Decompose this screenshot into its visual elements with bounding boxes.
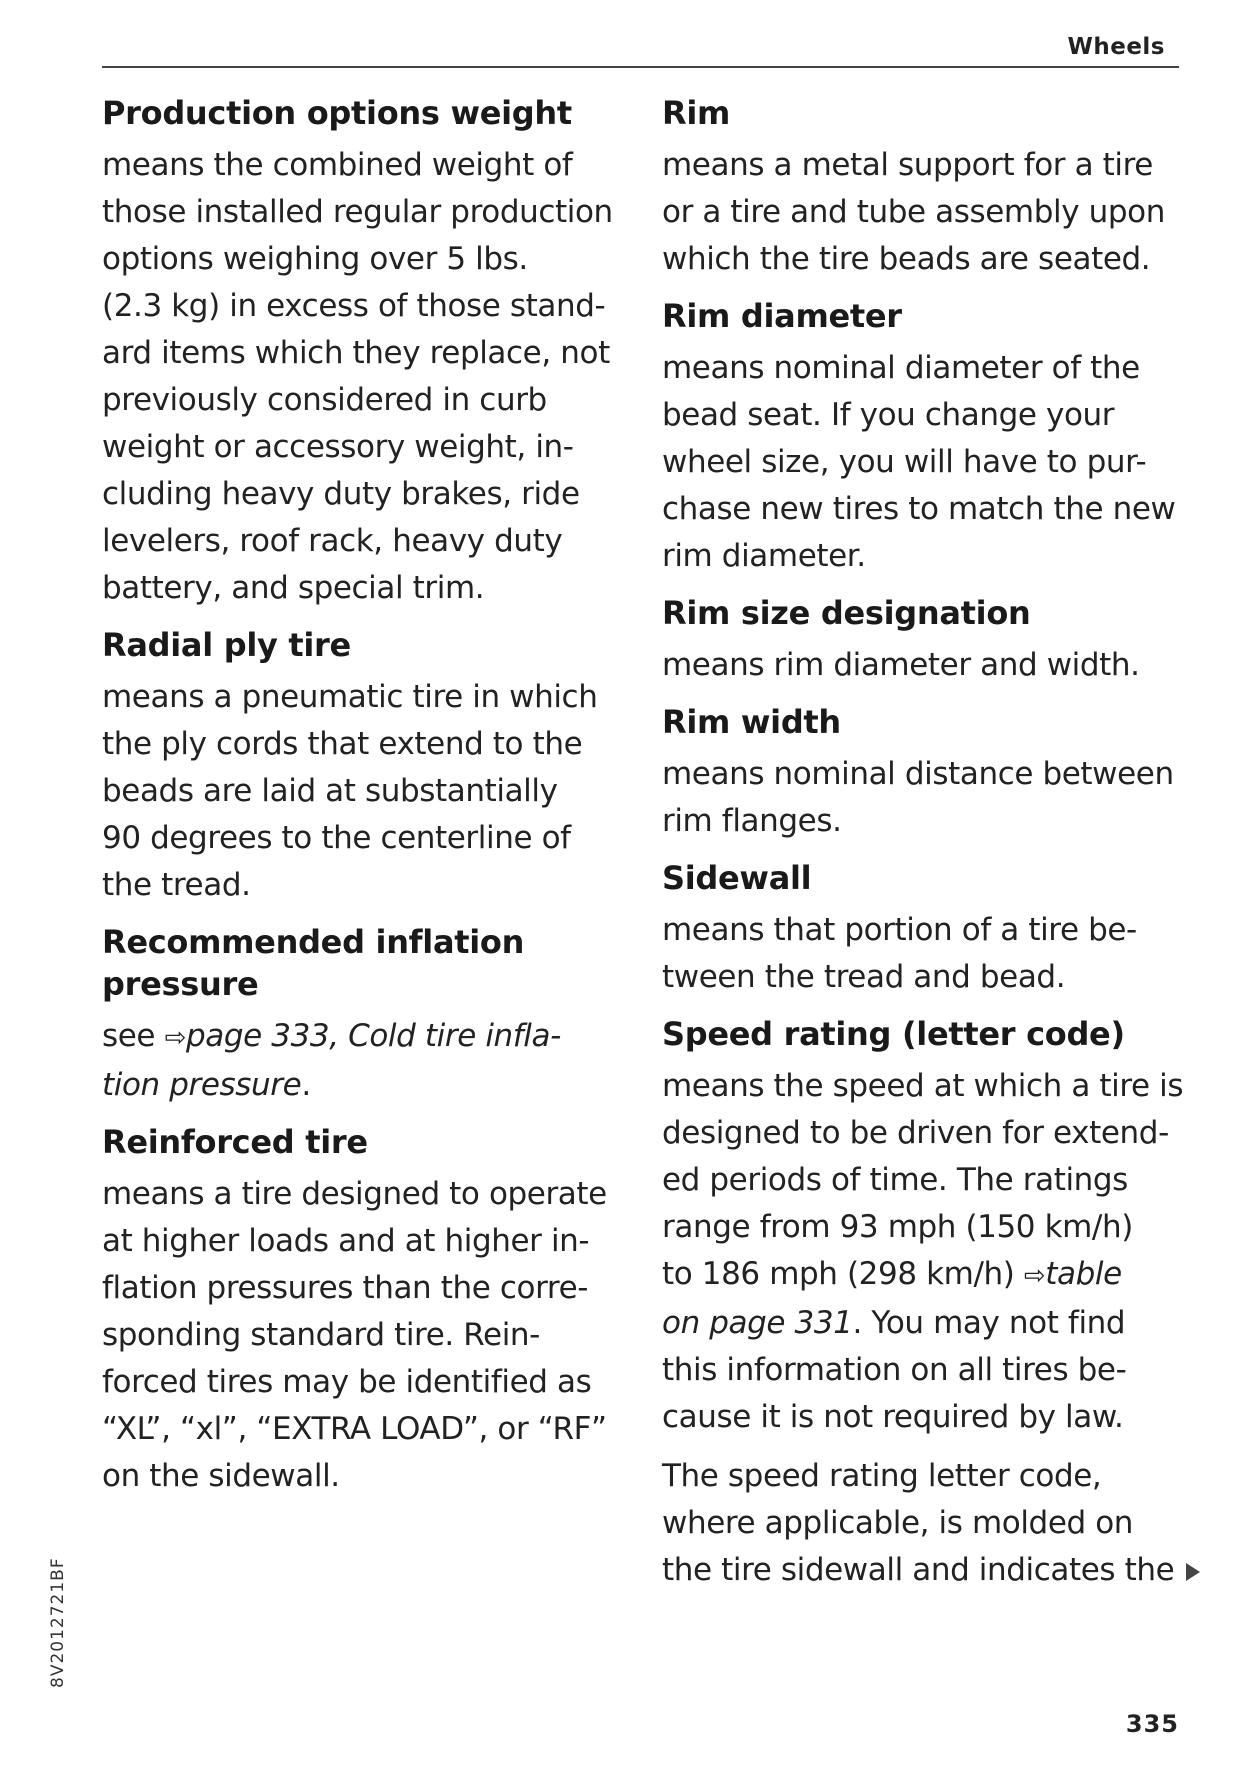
- term-heading: Radial ply tire: [102, 626, 351, 664]
- term-heading: Reinforced tire: [102, 1123, 368, 1161]
- definition-line: cluding heavy duty brakes, ride: [102, 476, 580, 512]
- term-heading: Speed rating (letter code): [662, 1015, 1125, 1053]
- term-heading: Rim: [662, 94, 731, 132]
- definition-line: wheel size, you will have to pur-: [662, 444, 1147, 480]
- section-title: Wheels: [1067, 34, 1165, 60]
- definition-line: means the speed at which a tire is: [662, 1068, 1184, 1104]
- entry-speed-rating-note: [662, 1453, 1192, 1594]
- definition-line: means nominal diameter of the: [662, 350, 1140, 386]
- entry-rim-width: [662, 701, 1192, 845]
- cross-reference-link[interactable]: tion pressure: [102, 1067, 302, 1103]
- term-definition: [662, 1063, 1192, 1441]
- left-column: [102, 92, 642, 1512]
- definition-line: means a tire designed to operate: [102, 1176, 607, 1212]
- entry-speed-rating: [662, 1013, 1192, 1441]
- definition-line: tween the tread and bead.: [662, 959, 1066, 995]
- term-heading: Rim width: [662, 703, 841, 741]
- term-definition: [102, 674, 642, 909]
- paragraph-line-text: the tire sidewall and indicates the: [662, 1552, 1175, 1588]
- paragraph-line: The speed rating letter code,: [662, 1458, 1102, 1494]
- definition-line: [102, 1013, 642, 1062]
- definition-line: means rim diameter and width.: [662, 647, 1140, 683]
- definition-line: range from 93 mph (150 km/h): [662, 1209, 1133, 1245]
- definition-line: ed periods of time. The ratings: [662, 1162, 1128, 1198]
- term-heading-line: pressure: [102, 965, 259, 1003]
- term-heading: Rim diameter: [662, 297, 902, 335]
- entry-recommended-inflation-pressure: [102, 921, 642, 1109]
- right-column: [662, 92, 1192, 1606]
- cross-reference-arrow-icon: ⇨: [1023, 1261, 1046, 1291]
- definition-line: means nominal distance between: [662, 756, 1174, 792]
- definition-line: [662, 1251, 1192, 1300]
- definition-line: designed to be driven for extend-: [662, 1115, 1169, 1151]
- definition-line: forced tires may be identified as: [102, 1364, 592, 1400]
- definition-line: cause it is not required by law.: [662, 1399, 1124, 1435]
- definition-line: chase new tires to match the new: [662, 491, 1176, 527]
- entry-production-options-weight: [102, 92, 642, 612]
- term-definition: [102, 142, 642, 612]
- definition-line: bead seat. If you change your: [662, 397, 1115, 433]
- term-heading: [102, 921, 642, 1005]
- definition-line: means the combined weight of: [102, 147, 573, 183]
- see-prefix: see: [102, 1018, 156, 1054]
- definition-line: means a metal support for a tire: [662, 147, 1153, 183]
- definition-line: previously considered in curb: [102, 382, 547, 418]
- term-definition: [662, 907, 1192, 1001]
- definition-line: ard items which they replace, not: [102, 335, 610, 371]
- paragraph-line: [662, 1547, 1192, 1594]
- definition-line: which the tire beads are seated.: [662, 241, 1151, 277]
- definition-line: rim diameter.: [662, 538, 866, 574]
- definition-line: the tread.: [102, 867, 251, 903]
- definition-line: [662, 1300, 1192, 1347]
- cross-reference-arrow-icon: ⇨: [164, 1023, 186, 1053]
- definition-line: those installed regular production: [102, 194, 613, 230]
- definition-line: rim flanges.: [662, 803, 842, 839]
- definition-line: battery, and special trim.: [102, 570, 485, 606]
- definition-line: [102, 1062, 642, 1109]
- header-divider: [102, 66, 1179, 68]
- cross-reference-link[interactable]: table: [1045, 1256, 1122, 1292]
- definition-line: 90 degrees to the centerline of: [102, 820, 571, 856]
- definition-line: means a pneumatic tire in which: [102, 679, 598, 715]
- term-heading: Production options weight: [102, 94, 572, 132]
- continued-arrow-icon: [1186, 1563, 1200, 1581]
- definition-text: . You may not find: [852, 1305, 1126, 1341]
- cross-reference-link[interactable]: on page 331: [662, 1305, 853, 1341]
- definition-line: beads are laid at substantially: [102, 773, 558, 809]
- entry-rim-size-designation: [662, 592, 1192, 689]
- definition-line: “XL”, “xl”, “EXTRA LOAD”, or “RF”: [102, 1411, 607, 1447]
- entry-rim: [662, 92, 1192, 283]
- definition-line: flation pressures than the corre-: [102, 1270, 589, 1306]
- definition-line: the ply cords that extend to the: [102, 726, 583, 762]
- term-definition: [662, 142, 1192, 283]
- period: .: [301, 1067, 311, 1103]
- document-code: 8V2012721BF: [48, 1557, 68, 1688]
- term-heading-line: Recommended inflation: [102, 923, 525, 961]
- definition-line: (2.3 kg) in excess of those stand-: [102, 288, 606, 324]
- term-heading: Rim size designation: [662, 594, 1031, 632]
- speed-range-text: to 186 mph (298 km/h): [662, 1256, 1015, 1292]
- entry-radial-ply-tire: [102, 624, 642, 909]
- term-definition: [662, 751, 1192, 845]
- definition-line: weight or accessory weight, in-: [102, 429, 574, 465]
- entry-rim-diameter: [662, 295, 1192, 580]
- definition-line: means that portion of a tire be-: [662, 912, 1137, 948]
- entry-reinforced-tire: [102, 1121, 642, 1500]
- term-definition: [662, 642, 1192, 689]
- term-definition: [102, 1171, 642, 1500]
- paragraph-line: where applicable, is molded on: [662, 1505, 1134, 1541]
- definition-line: at higher loads and at higher in-: [102, 1223, 590, 1259]
- page-number: 335: [1125, 1710, 1179, 1738]
- term-definition: [102, 1013, 642, 1109]
- definition-line: or a tire and tube assembly upon: [662, 194, 1165, 230]
- cross-reference-link[interactable]: page 333, Cold tire infla-: [185, 1018, 561, 1054]
- definition-line: options weighing over 5 lbs.: [102, 241, 528, 277]
- definition-line: sponding standard tire. Rein-: [102, 1317, 540, 1353]
- definition-line: this information on all tires be-: [662, 1352, 1127, 1388]
- term-heading: Sidewall: [662, 859, 812, 897]
- entry-sidewall: [662, 857, 1192, 1001]
- term-definition: [662, 345, 1192, 580]
- paragraph: [662, 1453, 1192, 1594]
- definition-line: levelers, roof rack, heavy duty: [102, 523, 563, 559]
- definition-line: on the sidewall.: [102, 1458, 340, 1494]
